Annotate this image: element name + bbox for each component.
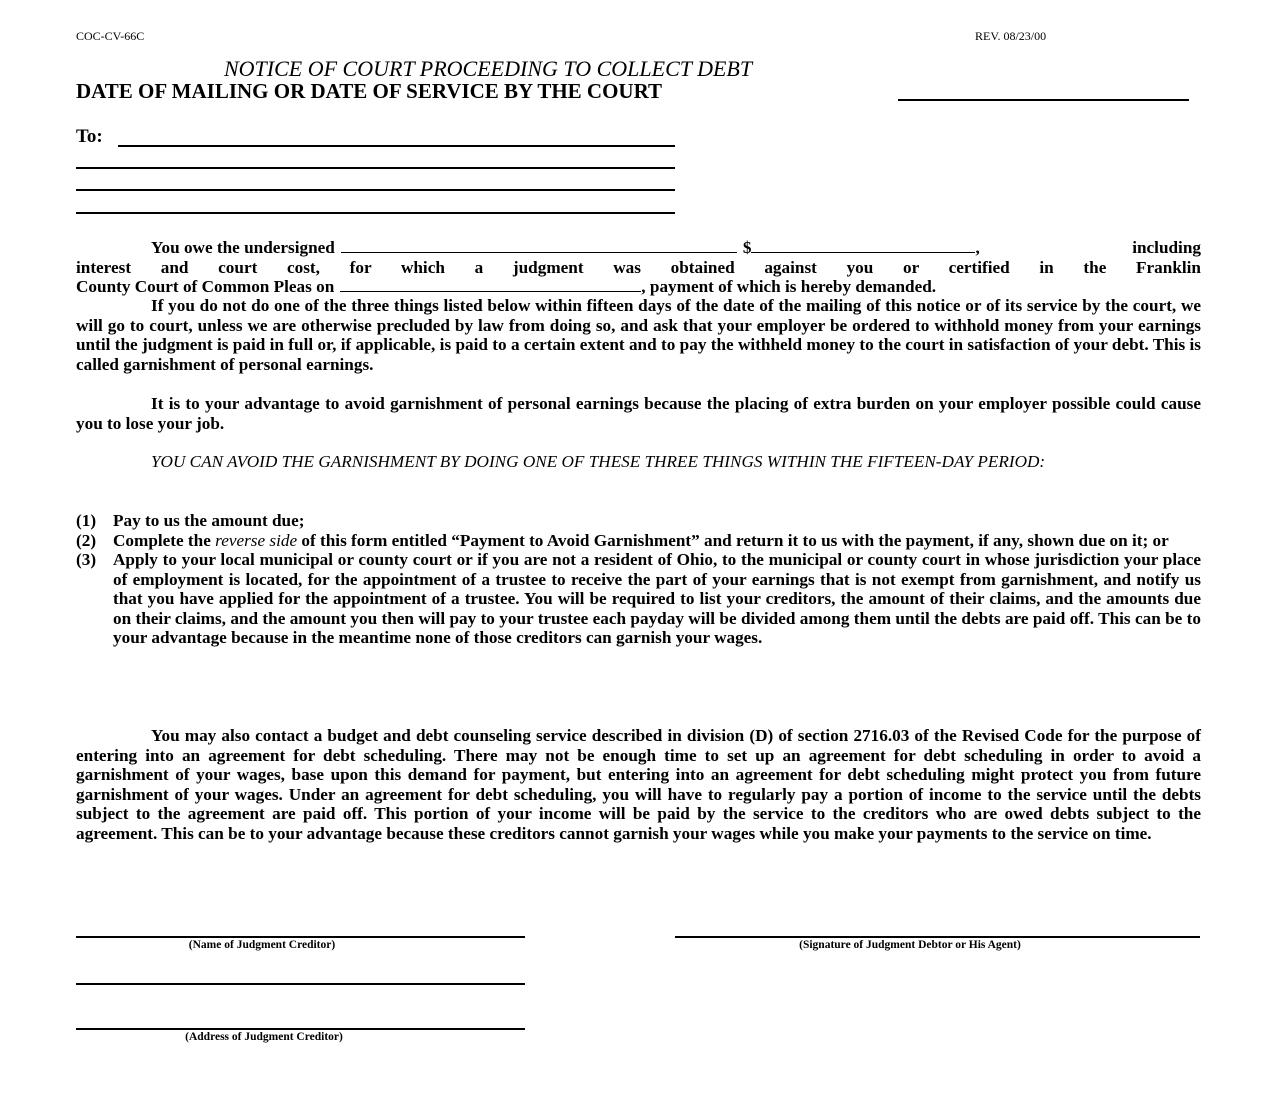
reverse-side-emphasis: reverse side	[215, 530, 298, 550]
debtor-signature-caption: (Signature of Judgment Debtor or His Agent)	[799, 939, 1021, 951]
you-owe-text: You owe the undersigned	[151, 238, 335, 257]
notice-title: NOTICE OF COURT PROCEEDING TO COLLECT DEBT	[224, 56, 753, 81]
paragraph-advantage: It is to your advantage to avoid garnishment of personal earnings because the placing of extra burden on your employer possible could cause you to lose your job.	[76, 394, 1201, 433]
creditor-address-line-2[interactable]	[76, 1028, 525, 1030]
list-item: (1) Pay to us the amount due;	[76, 511, 305, 530]
including-text: including	[1132, 238, 1201, 257]
amount-blank[interactable]	[751, 238, 975, 253]
interest-line: interest and court cost, for which a judgment was obtained against you or certified in the Franklin	[76, 257, 1201, 277]
creditor-address-line-1[interactable]	[76, 983, 525, 985]
creditor-name-caption: (Name of Judgment Creditor)	[188, 939, 336, 951]
dollar-sign: $	[742, 238, 752, 257]
options-list	[76, 511, 1201, 648]
paragraph-debt-counseling: You may also contact a budget and debt counseling service described in division (D) of section 2716.03 of the Revised Code for the purpose of entering into an agreement for debt scheduling. There may not be enough time to set up an agreement for debt scheduling in order to avoid a garnishment of your wages, base upon this demand for payment, but entering into an agreement for debt scheduling might protect you from future garnishment of your wages. Under an agreement for debt scheduling, you will have to regularly pay a portion of income to the service until the debts subject to the agreement are paid off. This portion of your income will be paid by the service to the creditors who are owed debts subject to the agreement. This can be to your advantage because these creditors cannot garnish your wages while you make your payments to the service on time.	[76, 726, 1201, 843]
creditor-name-blank[interactable]	[341, 238, 737, 253]
avoid-garnishment-heading: YOU CAN AVOID THE GARNISHMENT BY DOING ONE OF THESE THREE THINGS WITHIN THE FIFTEEN-DAY PERIOD:	[151, 452, 1046, 471]
to-line-3[interactable]	[76, 189, 675, 191]
comma: ,	[975, 238, 980, 257]
form-code: COC-CV-66C	[76, 29, 145, 43]
creditor-name-line[interactable]	[76, 936, 525, 938]
list-item: (3) Apply to your local municipal or county court or if you are not a resident of Ohio, to the municipal or county court in whose jurisdiction your place of employment is located, for the appointment of a trustee to receive the part of your earnings that is not exempt from garnishment, and notify us that you have applied for the appointment of a trustee. You will be required to list your creditors, the amount of their claims, and the amounts due on their claims, and the amount you then will pay to your trustee each payday will be divided among them until the debts are paid off. This can be to your advantage because in the meantime none of those creditors can garnish your wages.	[76, 550, 1201, 647]
creditor-address-caption: (Address of Judgment Creditor)	[185, 1031, 343, 1043]
to-line-2[interactable]	[76, 167, 675, 169]
list-item: (2) Complete the reverse side of this form entitled “Payment to Avoid Garnishment” and return it to us with the payment, if any, shown due on it; or	[76, 530, 1169, 550]
debtor-signature-line[interactable]	[675, 936, 1200, 938]
to-line-1[interactable]	[118, 145, 675, 147]
payment-demanded-text: , payment of which is hereby demanded.	[641, 277, 937, 296]
date-of-mailing-field[interactable]	[898, 99, 1189, 101]
revision-date: REV. 08/23/00	[975, 29, 1047, 43]
paragraph-amount-owed	[76, 238, 1201, 297]
court-text: County Court of Common Pleas on	[76, 277, 335, 296]
paragraph-garnishment-warning: If you do not do one of the three things listed below within fifteen days of the date of the mailing of this notice or of its service by the court, we will go to court, unless we are otherwise precluded by law from doing so, and ask that your employer be ordered to withhold money from your earnings until the judgment is paid in full or, if applicable, is paid to a certain extent and to pay the withheld money to the court in satisfaction of your debt. This is called garnishment of personal earnings.	[76, 296, 1201, 374]
to-line-4[interactable]	[76, 212, 675, 214]
judgment-date-blank[interactable]	[340, 277, 641, 292]
to-label: To:	[76, 126, 103, 147]
date-of-mailing-label: DATE OF MAILING OR DATE OF SERVICE BY THE COURT	[76, 79, 663, 103]
